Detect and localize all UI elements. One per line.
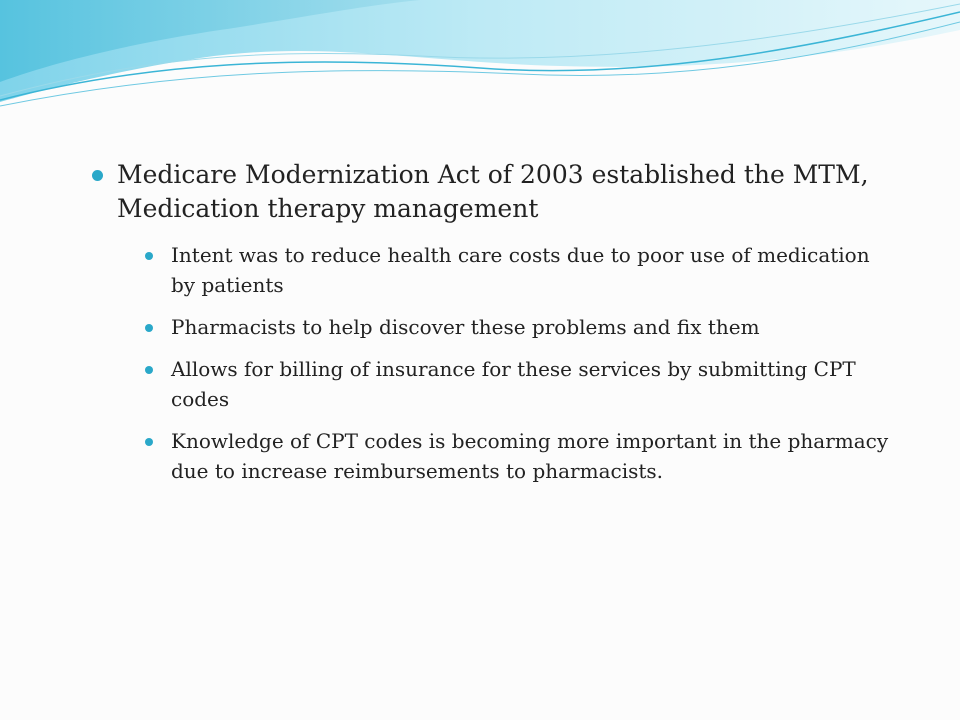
sub-bullet-item bbox=[145, 426, 892, 486]
sub-bullet-item bbox=[145, 312, 892, 342]
bullet-icon bbox=[145, 252, 153, 260]
sub-bullet-list bbox=[117, 240, 892, 486]
wave-decoration bbox=[0, 0, 960, 120]
bullet-icon bbox=[92, 170, 103, 181]
sub-bullet-item bbox=[145, 240, 892, 300]
bullet-text: Medicare Modernization Act of 2003 established the MTM, Medication therapy management bbox=[117, 160, 869, 223]
sub-bullet-item bbox=[145, 354, 892, 414]
bullet-icon bbox=[145, 366, 153, 374]
sub-bullet-text: Intent was to reduce health care costs due to poor use of medication by patients bbox=[171, 243, 870, 297]
sub-bullet-text: Knowledge of CPT codes is becoming more important in the pharmacy due to increase reimbursements to pharmacists. bbox=[171, 429, 889, 483]
sub-bullet-text: Allows for billing of insurance for these services by submitting CPT codes bbox=[171, 357, 856, 411]
bullet-icon bbox=[145, 438, 153, 446]
bullet-icon bbox=[145, 324, 153, 332]
bullet-list bbox=[92, 158, 892, 486]
bullet-item bbox=[92, 158, 892, 486]
sub-bullet-text: Pharmacists to help discover these problems and fix them bbox=[171, 315, 760, 339]
slide-body bbox=[92, 158, 892, 498]
